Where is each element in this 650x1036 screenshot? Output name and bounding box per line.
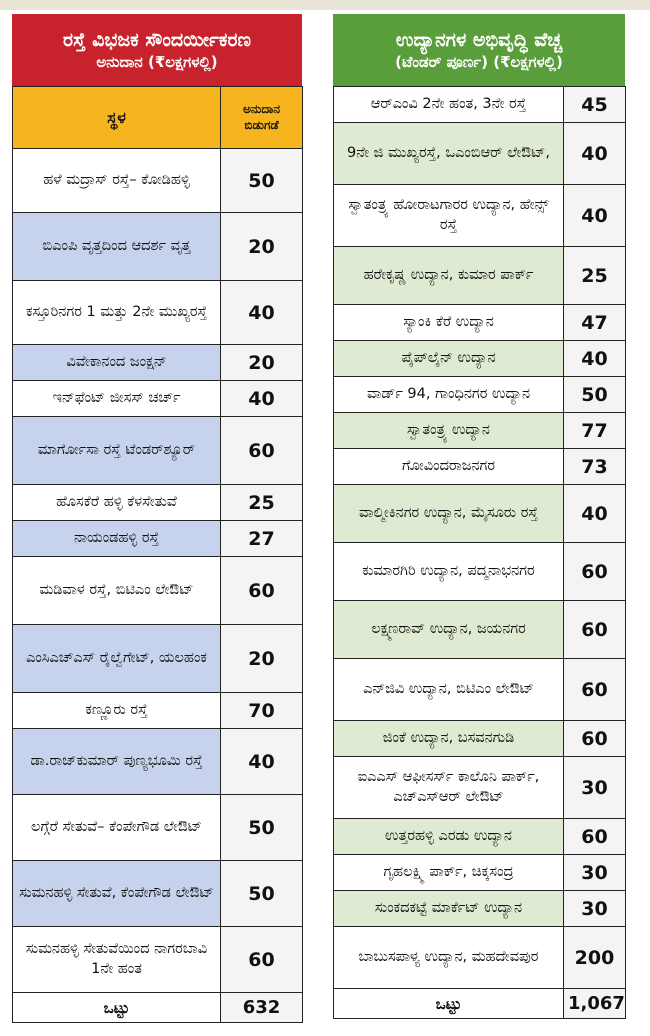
table-row (13, 795, 303, 861)
amount-value: 73 (564, 449, 626, 485)
table-row (334, 413, 626, 449)
column-header-amount-line1: ಅನುದಾನ (242, 101, 281, 116)
table-row (13, 417, 303, 485)
amount-value: 60 (564, 543, 626, 601)
place-name: ವಾರ್ಡ್ 94, ಗಾಂಧಿನಗರ ಉದ್ಯಾನ (334, 377, 564, 413)
table-row (13, 485, 303, 521)
place-name: ಐಎಎಸ್ ಆಫೀಸರ್ಸ್ ಕಾಲೊನಿ ಪಾರ್ಕ್, ಎಚ್‌ಎಸ್‌ಆರ್ ಲೇಔಟ್ (334, 757, 564, 819)
place-name: ಲಗ್ಗೆರೆ ಸೇತುವೆ– ಕೆಂಪೇಗೌಡ ಲೇಔಟ್ (13, 795, 221, 861)
table-row (334, 543, 626, 601)
place-name: ವಿವೇಕಾನಂದ ಜಂಕ್ಷನ್ (13, 345, 221, 381)
amount-value: 40 (564, 485, 626, 543)
right-title-line1: ಉದ್ಯಾನಗಳ ಅಭಿವೃದ್ಧಿ ವೆಚ್ಚ (395, 28, 563, 51)
place-name: ಸ್ಯಾಂಕಿ ಕೆರೆ ಉದ್ಯಾನ (334, 305, 564, 341)
table-row (13, 213, 303, 281)
place-name: ಕುಮಾರಗಿರಿ ಉದ್ಯಾನ, ಪದ್ಮನಾಭನಗರ (334, 543, 564, 601)
table-row (13, 729, 303, 795)
amount-value: 50 (221, 795, 303, 861)
amount-value: 60 (221, 557, 303, 625)
place-name: ಬಾಬುಸಪಾಳ್ಯ ಉದ್ಯಾನ, ಮಹದೇವಪುರ (334, 927, 564, 989)
table-row (13, 693, 303, 729)
divider-beautification-panel (12, 14, 302, 1023)
place-name: ಎಂಸಿಎಚ್‌ಎಸ್ ರೈಲ್ವೆಗೇಟ್, ಯಲಹಂಕ (13, 625, 221, 693)
amount-value: 25 (564, 247, 626, 305)
amount-value: 60 (221, 417, 303, 485)
place-name: ಪೈಪ್‌ಲೈನ್ ಉದ್ಯಾನ (334, 341, 564, 377)
table-row (334, 247, 626, 305)
column-header-amount-line2: ಬಿಡುಗಡೆ (244, 117, 279, 132)
place-name: ಸ್ವಾತಂತ್ರ್ಯ ಉದ್ಯಾನ (334, 413, 564, 449)
table-row (334, 855, 626, 891)
table-row (334, 123, 626, 185)
amount-value: 40 (221, 729, 303, 795)
table-row (334, 601, 626, 659)
parks-cost-table (333, 86, 626, 1019)
amount-value: 20 (221, 213, 303, 281)
table-row (334, 927, 626, 989)
amount-value: 50 (564, 377, 626, 413)
place-name: ಸುಂಕದಕಟ್ಟೆ ಮಾರ್ಕೆಟ್ ಉದ್ಯಾನ (334, 891, 564, 927)
table-row (334, 185, 626, 247)
amount-value: 40 (564, 341, 626, 377)
amount-value: 40 (564, 123, 626, 185)
table-row (13, 521, 303, 557)
table-row (13, 281, 303, 345)
place-name: 9ನೇ ಜಿ ಮುಖ್ಯರಸ್ತೆ, ಒಎಂಬಿಆರ್ ಲೇಔಟ್, (334, 123, 564, 185)
amount-value: 60 (564, 659, 626, 721)
amount-value: 30 (564, 855, 626, 891)
place-name: ಡಾ.ರಾಜ್‌ಕುಮಾರ್ ಪುಣ್ಯಭೂಮಿ ರಸ್ತೆ (13, 729, 221, 795)
place-name: ಮಾರ್ಗೋಸಾ ರಸ್ತೆ ಟೆಂಡರ್‌ಶ್ಯೂರ್ (13, 417, 221, 485)
place-name: ಸ್ವಾತಂತ್ರ್ಯ ಹೋರಾಟಗಾರರ ಉದ್ಯಾನ, ಹೇನ್ಸ್ ರಸ್ತೆ (334, 185, 564, 247)
amount-value: 27 (221, 521, 303, 557)
amount-value: 30 (564, 757, 626, 819)
table-row (13, 149, 303, 213)
amount-value: 40 (221, 381, 303, 417)
amount-value: 60 (221, 927, 303, 993)
place-name: ಹೊಸಕೆರೆ ಹಳ್ಳಿ ಕೆಳಸೇತುವೆ (13, 485, 221, 521)
table-row (334, 305, 626, 341)
table-row (334, 659, 626, 721)
amount-value: 50 (221, 861, 303, 927)
amount-value: 40 (564, 185, 626, 247)
left-panel-header (12, 14, 302, 86)
table-row (13, 861, 303, 927)
amount-value: 25 (221, 485, 303, 521)
total-row (13, 993, 303, 1023)
column-header-row (13, 87, 303, 149)
table-row (334, 341, 626, 377)
table-row (13, 927, 303, 993)
amount-value: 20 (221, 345, 303, 381)
amount-value: 77 (564, 413, 626, 449)
table-row (334, 449, 626, 485)
amount-value: 47 (564, 305, 626, 341)
place-name: ಲಕ್ಷ್ಮಣರಾವ್ ಉದ್ಯಾನ, ಜಯನಗರ (334, 601, 564, 659)
place-name: ಕಸ್ತೂರಿನಗರ 1 ಮತ್ತು 2ನೇ ಮುಖ್ಯರಸ್ತೆ (13, 281, 221, 345)
left-title-line2: ಅನುದಾನ (₹ಲಕ್ಷಗಳಲ್ಲಿ) (96, 52, 218, 71)
place-name: ಸುಮನಹಳ್ಳಿ ಸೇತುವೆ, ಕೆಂಪೇಗೌಡ ಲೇಔಟ್ (13, 861, 221, 927)
place-name: ಹರೇಕೃಷ್ಣ ಉದ್ಯಾನ, ಕುಮಾರ ಪಾರ್ಕ್ (334, 247, 564, 305)
right-title-line2: (ಟೆಂಡರ್ ಪೂರ್ಣ) (₹ಲಕ್ಷಗಳಲ್ಲಿ) (395, 52, 563, 71)
place-name: ಗೃಹಲಕ್ಷ್ಮಿ ಪಾರ್ಕ್, ಚಿಕ್ಕಸಂದ್ರ (334, 855, 564, 891)
place-name: ಹಳೆ ಮದ್ರಾಸ್ ರಸ್ತೆ– ಕೋಡಿಹಳ್ಳಿ (13, 149, 221, 213)
place-name: ಎನ್‌ಜಿವಿ ಉದ್ಯಾನ, ಬಿಟಿಎಂ ಲೇಔಟ್ (334, 659, 564, 721)
place-name: ಜಿಂಕೆ ಉದ್ಯಾನ, ಬಸವನಗುಡಿ (334, 721, 564, 757)
column-header-place: ಸ್ಥಳ (13, 87, 221, 149)
place-name: ಉತ್ತರಹಳ್ಳಿ ಎರಡು ಉದ್ಯಾನ (334, 819, 564, 855)
table-row (13, 381, 303, 417)
left-title-line1: ರಸ್ತೆ ವಿಭಜಕ ಸೌಂದರ್ಯೀಕರಣ (63, 28, 251, 51)
amount-value: 200 (564, 927, 626, 989)
parks-development-panel (333, 14, 625, 1019)
place-name: ಮಡಿವಾಳ ರಸ್ತೆ, ಬಿಟಿಎಂ ಲೇಔಟ್ (13, 557, 221, 625)
table-row (334, 721, 626, 757)
place-name: ನಾಯಂಡಹಳ್ಳಿ ರಸ್ತೆ (13, 521, 221, 557)
table-row (334, 485, 626, 543)
table-row (334, 819, 626, 855)
table-row (13, 625, 303, 693)
total-value: 632 (221, 993, 303, 1023)
top-strip (0, 0, 650, 10)
place-name: ಕಣ್ಣೂರು ರಸ್ತೆ (13, 693, 221, 729)
place-name: ಇನ್‌ಫೆಂಟ್ ಜೀಸಸ್ ಚರ್ಚ್ (13, 381, 221, 417)
table-row (13, 557, 303, 625)
total-value: 1,067 (564, 989, 626, 1019)
amount-value: 60 (564, 601, 626, 659)
table-row (334, 757, 626, 819)
table-row (334, 891, 626, 927)
right-panel-header (333, 14, 625, 86)
place-name: ಬಿಎಂಪಿ ವೃತ್ತದಿಂದ ಆದರ್ಶ ವೃತ್ತ (13, 213, 221, 281)
amount-value: 60 (564, 819, 626, 855)
column-header-amount (221, 87, 303, 149)
amount-value: 45 (564, 87, 626, 123)
table-row (334, 87, 626, 123)
table-row (13, 345, 303, 381)
amount-value: 70 (221, 693, 303, 729)
total-row (334, 989, 626, 1019)
place-name: ವಾಲ್ಮೀಕಿನಗರ ಉದ್ಯಾನ, ಮೈಸೂರು ರಸ್ತೆ (334, 485, 564, 543)
divider-grant-table (12, 86, 303, 1023)
amount-value: 20 (221, 625, 303, 693)
amount-value: 50 (221, 149, 303, 213)
amount-value: 30 (564, 891, 626, 927)
place-name: ಸುಮನಹಳ್ಳಿ ಸೇತುವೆಯಿಂದ ನಾಗರಬಾವಿ 1ನೇ ಹಂತ (13, 927, 221, 993)
amount-value: 40 (221, 281, 303, 345)
total-label: ಒಟ್ಟು (334, 989, 564, 1019)
table-row (334, 377, 626, 413)
total-label: ಒಟ್ಟು (13, 993, 221, 1023)
place-name: ಆರ್‌ಎಂವಿ 2ನೇ ಹಂತ, 3ನೇ ರಸ್ತೆ (334, 87, 564, 123)
amount-value: 60 (564, 721, 626, 757)
place-name: ಗೋವಿಂದರಾಜನಗರ (334, 449, 564, 485)
